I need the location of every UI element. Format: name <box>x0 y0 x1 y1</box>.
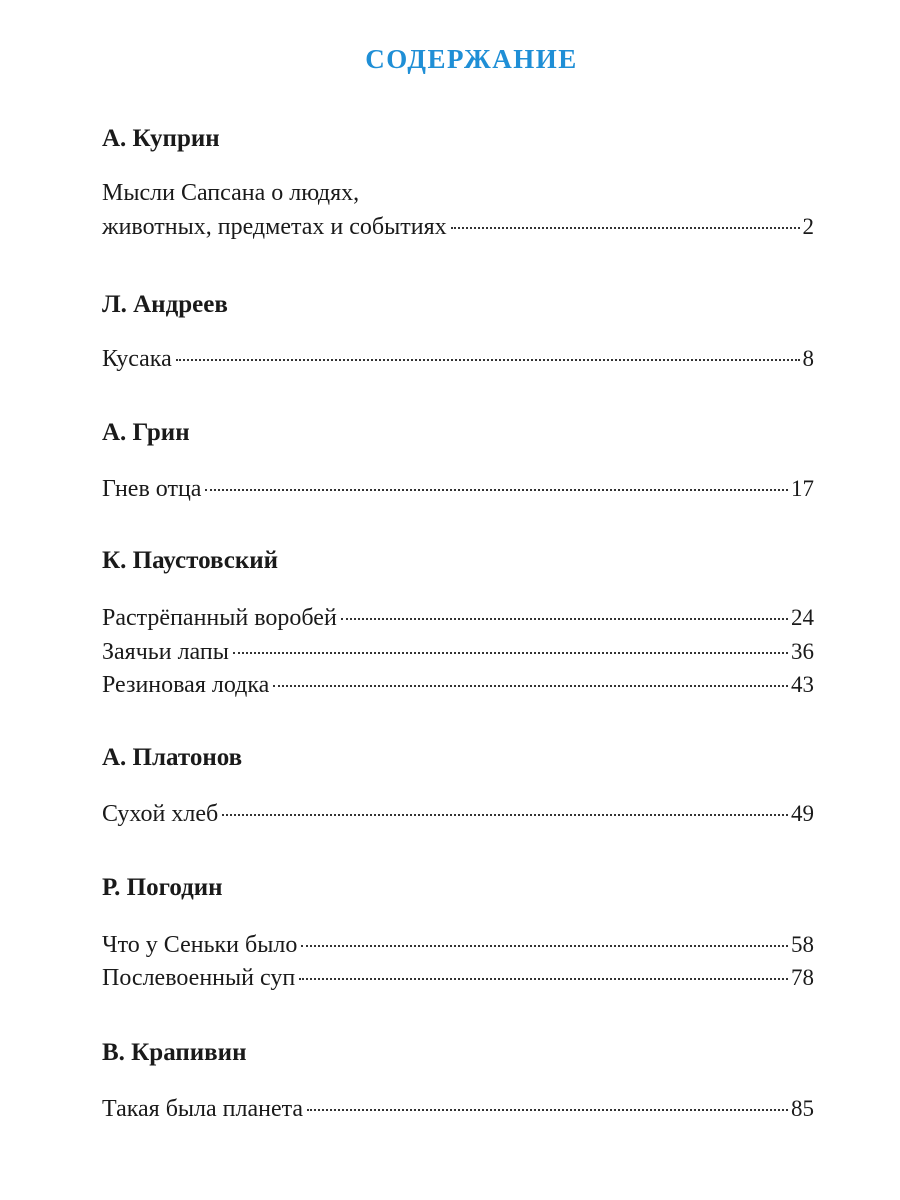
author-heading: А. Платонов <box>102 744 243 771</box>
entry-title: Гнев отца <box>102 476 202 502</box>
toc-entry[interactable] <box>102 799 814 829</box>
author-heading: Р. Погодин <box>102 874 223 901</box>
page-number: 17 <box>791 476 814 501</box>
entry-title: Послевоенный суп <box>102 965 296 991</box>
toc-entry[interactable] <box>102 670 814 700</box>
toc-entry[interactable] <box>102 212 814 242</box>
page-number: 2 <box>802 214 814 239</box>
author-heading: Л. Андреев <box>102 291 228 318</box>
dot-leader <box>341 618 788 620</box>
page-title: СОДЕРЖАНИЕ <box>365 44 578 74</box>
author-heading: А. Куприн <box>102 125 220 152</box>
page-number: 8 <box>802 346 814 371</box>
author-heading: В. Крапивин <box>102 1039 247 1066</box>
page-number: 85 <box>791 1096 814 1121</box>
page-number: 49 <box>791 801 814 826</box>
toc-entry[interactable] <box>102 930 814 960</box>
dot-leader <box>222 814 788 816</box>
toc-entry[interactable] <box>102 474 814 504</box>
author-heading: А. Грин <box>102 419 190 446</box>
dot-leader <box>301 945 788 947</box>
toc-entry[interactable] <box>102 344 814 374</box>
entry-title: Растрёпанный воробей <box>102 605 337 631</box>
page-number: 24 <box>791 605 814 630</box>
toc-entry[interactable] <box>102 963 814 993</box>
dot-leader <box>176 359 800 361</box>
dot-leader <box>205 489 788 491</box>
dot-leader <box>233 652 788 654</box>
dot-leader <box>451 227 800 229</box>
toc-entry[interactable] <box>102 603 814 633</box>
entry-title: Такая была планета <box>102 1096 304 1122</box>
entry-title: животных, предметах и событиях <box>102 214 447 240</box>
entry-title: Сухой хлеб <box>102 801 219 827</box>
entry-title: Заячьи лапы <box>102 639 229 665</box>
toc-entry[interactable] <box>102 1094 814 1124</box>
entry-title: Кусака <box>102 346 172 372</box>
dot-leader <box>307 1109 788 1111</box>
entry-title: Что у Сеньки было <box>102 932 298 958</box>
page-number: 43 <box>791 672 814 697</box>
entry-title: Резиновая лодка <box>102 672 270 698</box>
author-heading: К. Паустовский <box>102 547 279 574</box>
dot-leader <box>299 978 788 980</box>
entry-title-line: Мысли Сапсана о людях, <box>102 180 360 206</box>
dot-leader <box>273 685 788 687</box>
page-number: 36 <box>791 639 814 664</box>
toc-entry[interactable] <box>102 637 814 667</box>
page-number: 58 <box>791 932 814 957</box>
page-number: 78 <box>791 965 814 990</box>
